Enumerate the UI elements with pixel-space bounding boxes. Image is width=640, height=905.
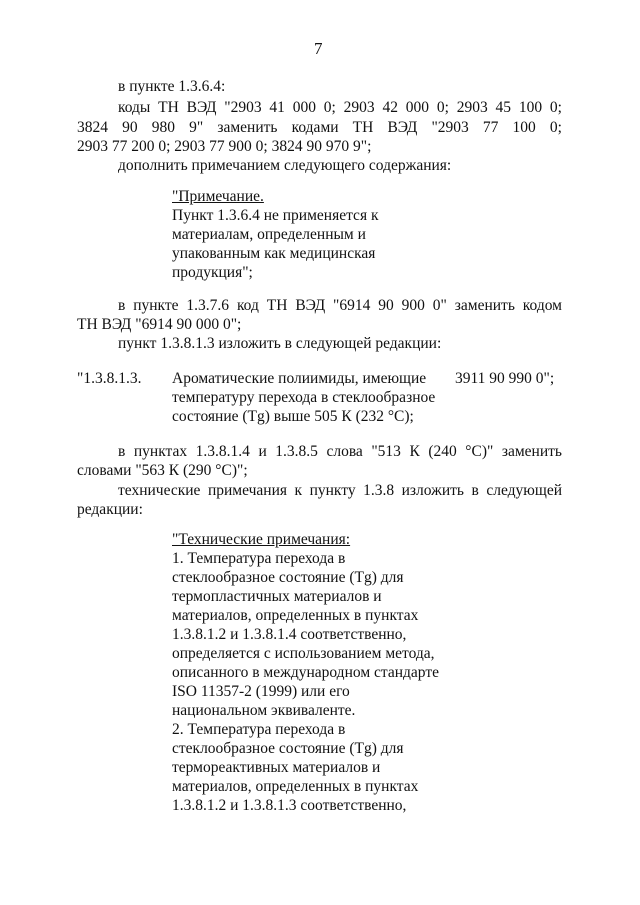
tech-note-line: термопластичных материалов и [172,588,382,605]
tech-notes-instruction: технические примечания к пункту 1.3.8 изложить в следующей [118,482,562,499]
note-heading: "Примечание. [172,188,264,205]
code-replacement-continued: ТН ВЭД "6914 90 000 0"; [77,316,242,333]
tech-note-line: определяется с использованием метода, [172,645,435,662]
item-description-line: состояние (Tg) выше 505 К (232 °С); [172,408,414,425]
codes-line-3: 2903 77 200 0; 2903 77 900 0; 3824 90 970 9"; [77,138,372,155]
tech-notes-instruction-continued: редакции: [77,501,143,518]
tech-note-line: 1.3.8.1.2 и 1.3.8.1.4 соответственно, [172,626,407,643]
codes-line-1: коды ТН ВЭД "2903 41 000 0; 2903 42 000 0; 2903 45 100 0; [118,99,562,116]
tech-note-line: 1.3.8.1.2 и 1.3.8.1.3 соответственно, [172,797,407,814]
words-replacement-continued: словами "563 К (290 °С)"; [77,462,248,479]
tech-note-line: описанного в международном стандарте [172,664,439,681]
tech-notes-heading: "Технические примечания: [172,531,351,548]
words-replacement: в пунктах 1.3.8.1.4 и 1.3.8.5 слова "513 К (240 °С)" заменить [118,443,562,460]
note-line: упакованным как медицинская [172,245,376,262]
item-description-line: Ароматические полиимиды, имеющие [172,370,427,387]
restate-instruction: пункт 1.3.8.1.3 изложить в следующей редакции: [118,335,442,352]
tech-note-line: ISO 11357-2 (1999) или его [172,683,350,700]
item-number: "1.3.8.1.3. [77,370,142,387]
amendment-intro-1-3-6-4: в пункте 1.3.6.4: [118,78,226,95]
tech-note-line: стеклообразное состояние (Tg) для [172,740,404,757]
note-line: Пункт 1.3.6.4 не применяется к [172,207,379,224]
code-replacement-1-3-7-6: в пункте 1.3.7.6 код ТН ВЭД "6914 90 900 0" заменить кодом [118,297,562,314]
tech-note-line: национальном эквиваленте. [172,702,356,719]
note-line: продукция"; [172,264,253,281]
tech-note-line: материалов, определенных в пунктах [172,778,419,795]
add-note-instruction: дополнить примечанием следующего содержания: [118,157,452,174]
item-description-line: температуру перехода в стеклообразное [172,389,436,406]
item-code: 3911 90 990 0"; [455,370,555,387]
codes-line-2: 3824 90 980 9" заменить кодами ТН ВЭД "2903 77 100 0; [77,119,562,136]
tech-note-line: материалов, определенных в пунктах [172,607,419,624]
tech-note-line: термореактивных материалов и [172,759,381,776]
tech-note-line: стеклообразное состояние (Tg) для [172,569,404,586]
page-number: 7 [314,39,323,58]
note-line: материалам, определенным и [172,226,366,243]
tech-note-line: 1. Температура перехода в [172,550,346,567]
tech-note-line: 2. Температура перехода в [172,721,346,738]
